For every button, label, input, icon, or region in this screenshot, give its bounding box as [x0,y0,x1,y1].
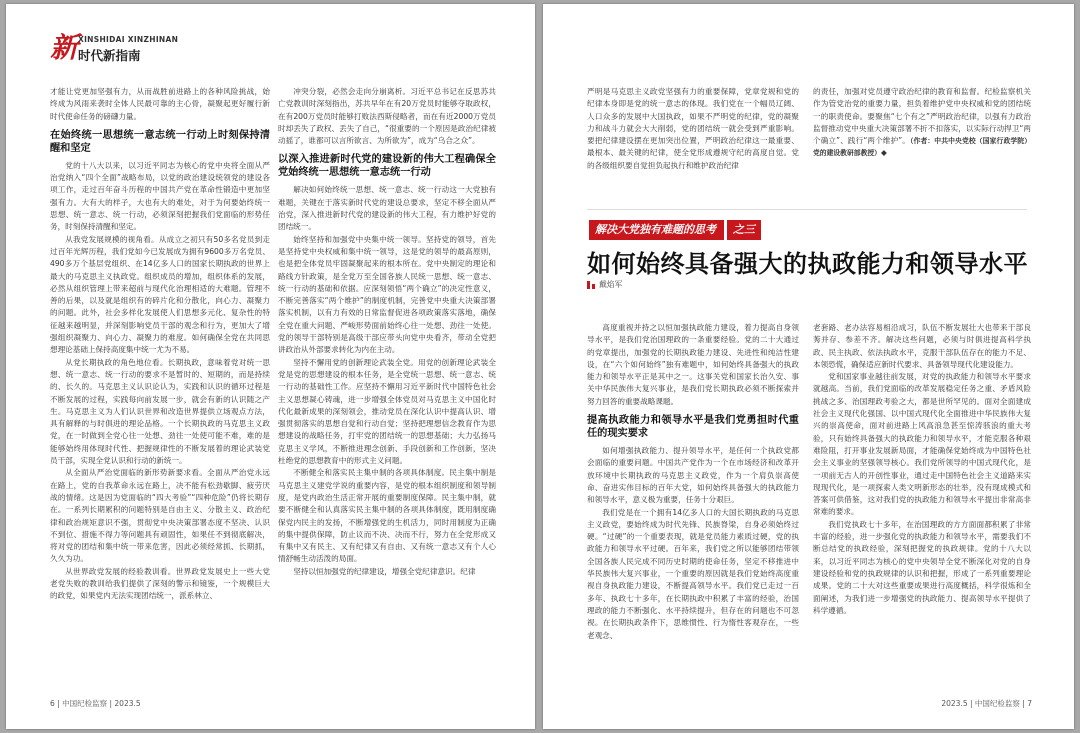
author-bar-icon [587,281,590,289]
logo-name: 时代新指南 [78,48,141,63]
logo-pinyin: XINSHIDAI XINZHINAN [78,35,179,44]
section-heading: 提高执政能力和领导水平是我们党勇担时代重任的现实要求 [587,415,799,440]
section-heading: 在始终统一思想统一意志统一行动上时刻保持清醒和坚定 [50,129,270,154]
series-label: 解决大党独有难题的思考 [589,220,724,240]
logo-mark: 新 [50,31,79,64]
divider [587,209,1027,210]
paragraph: 从世界政党发展的经验教训看。世界政党发展史上一些大党老党失败的教训给我们提供了深刻的警示和镜鉴，一个规模巨大的政党，如果党内无法实现团结统一，派系林立、 [50,566,270,601]
paragraph: 解决如何始终统一思想、统一意志、统一行动这一大党独有难题，关键在于落实新时代党的建设总要求，坚定不移全面从严治党，深入推进新时代党的建设新的伟大工程，有力维护好党的团结统一。 [278,185,496,232]
author-line [587,279,622,290]
magazine-name: 中国纪检监察 [974,699,1020,708]
end-mark: ◆ [880,148,887,158]
paragraph: 才能让党更加坚强有力，从而战胜前进路上的各种风险挑战，始终成为风雨来袭时全体人民最可靠的主心骨，凝聚起更好履行新时代使命任务的磅礴力量。 [50,87,270,121]
series-number: 之三 [727,220,761,240]
magazine-name: 中国纪检监察 [62,699,108,708]
paragraph: 党和国家事业越往前发展，对党的执政能力和领导水平要求就越高。当前，我们党面临的改革发展稳定任务之重、矛盾风险挑战之多、治国理政考验之大，都是世所罕见的。面对全面建成社会主义现代化强国、以中国式现代化全面推进中华民族伟大复兴的崇高使命，面对前进路上风高浪急甚至惊涛骇浪的重大考验，只有始终具备强大的执政能力和领导水平，才能克服各种艰难险阻，打开事业发展新局面，才能确保党始终成为中国特色社会主义事业的坚强领导核心。我们党所领导的中国式现代化，是一项前无古人的开创性事业，通过走中国特色社会主义道路来实现现代化，是一项探索人类文明新形态的壮举，没有现成模式和答案可供借鉴，这对我们党的执政能力和领导水平提出非常高非常难的要求。 [813,372,1031,517]
paragraph: 从全面从严治党面临的新形势新要求看。全面从严治党永远在路上，党的自我革命永远在路上，决不能有松劲歇脚、疲劳厌战的情绪。这是因为党面临的“四大考验”“四种危险”仍将长期存在。一系列长期累积的问题特别是自由主义、分散主义、政治纪律和政治规矩意识不强，贯彻党中央决策部署态度不坚决、认识不到位、措施不得力等问题具有顽固性，如果任不到彻底解决，将对党的团结和集中统一带来危害，因此必须经常抓、长期抓，久久为功。 [50,468,270,564]
paragraph: 我们党是在一个拥有14亿多人口的大国长期执政的马克思主义政党，要始终成为时代先锋、民族脊梁，自身必须始终过硬。“过硬”的一个重要表现，就是党员能力素质过硬，党的执政能力和领导水平过硬。百年来，我们党之所以能够团结带领全国各族人民完成不同历史时期的使命任务，坚定不移推进中华民族伟大复兴事业，一个重要的原因就是我们党始终高度重视自身执政能力建设，不断提高领导水平。我们党已走过一百多年、执政七十多年，在长期执政中积累了丰富的经验，治国理政的能力不断强化、水平持续提升，但存在的问题也不可忽视。在长期执政条件下，思维惯性、行为惰性客观存在，一些老观念、 [587,507,799,640]
paragraph: 坚持不懈用党的创新理论武装全党。用党的创新理论武装全党是党的思想建设的根本任务，是全党统一思想、统一意志、统一行动的基础性工作。应坚持不懈用习近平新时代中国特色社会主义思想凝心铸魂，进一步增强全体党员对马克思主义中国化时代化最新成果的深刻领会，推动党员在深化认识中提高认识、增强贯彻落实的思想自觉和行动自觉；坚持把理想信念教育作为思想建设的战略任务，打牢党的团结统一的思想基础；大力弘扬马克思主义学风，不断推进理念创新、手段创新和工作创新，坚决杜绝党的思想教育中的形式主义问题。 [278,357,496,466]
paragraph: 党的十八大以来，以习近平同志为核心的党中央将全面从严治党纳入“四个全面”战略布局，以党的政治建设统领党的建设各项工作，走过百年奋斗历程的中国共产党在革命性锻造中更加坚强有力。大有大的样子，大也有大的难处，对于为何要始终统一思想、统一意志、统一行动，必须深刻把握我们党面临的形势任务，时刻保持清醒和坚定。 [50,160,270,232]
paragraph-text: 的责任，加强对党员遵守政治纪律的教育和监督。纪检监察机关作为管党治党的重要力量，担负着维护党中央权威和党的团结统一的职责使命。要聚焦“七个有之”严明政治纪律，以强有力政治监督推动党中央重大决策部署不折不扣落实，以实际行动捍卫“两个确立”、践行“两个维护”。 [813,87,1031,146]
left-column-1 [50,86,270,691]
author-name: 戴焰军 [599,280,623,289]
paragraph: 严明是马克思主义政党坚强有力的重要保障，党章党规和党的纪律本身即是党的统一意志的体现。我们党在一个幅员辽阔、人口众多的发展中大国执政，如果不严明党的纪律，党的凝聚力和战斗力就会大大削弱，党的团结统一就会受到严重影响。要把纪律建设摆在更加突出位置，严明政治纪律这一最重要、最根本、最关键的纪律，使全党形成遵规守纪的高度自觉。党的各级组织要自觉担负起执行和维护政治纪律 [587,87,799,170]
author-signature: （作者：中共中央党校（国家行政学院）党的建设教研部教授） [813,137,1031,158]
issue-number: 2023.5 [941,699,968,708]
paragraph: 高度重视并持之以恒加强执政能力建设，着力提高自身领导水平，是我们党治国理政的一条重要经验。党的二十大通过的党章提出，加强党的长期执政能力建设、先进性和纯洁性建设，在“六个如何始终”独有难题中，如何始终具备强大的执政能力和领导水平正是其中之一。这事关党和国家长治久安、事关中华民族伟大复兴事业，是我们党长期执政必须不断探索并努力回答的重要战略课题。 [587,323,799,406]
page-number: 6 [50,699,55,708]
paragraph: 我们党执政七十多年，在治国理政的方方面面都积累了非常丰富的经验，进一步强化党的执政能力和领导水平，需要我们不断总结党的执政经验，深刻把握党的执政规律。党的十八大以来，以习近平同志为核心的党中央领导全党不断深化对党的自身建设经验和党的执政规律的认识和把握，形成了一系列重要理论成果。党的二十大对这些重要成果进行高度概括，科学很炼和全面阐述，为我们进一步增强党的执政能力、提高领导水平提供了科学遵循。 [813,519,1031,615]
paragraph: 坚持以恒加强党的纪律建设，增强全党纪律意识。纪律 [293,566,476,576]
paragraph: 从党长期执政的角色地位看。长期执政，意味着党对统一思想、统一意志、统一行动的要求不是暂时的、短期的，而是持续的、长久的。马克思主义认识论认为，实践和认识的循环过程是不断发展的过程，实践每向前发展一步，就会有新的认识随之产生。马克思主义为人们认识世界和改造世界提供立场观点方法，具有解释的与时俱进的理论品格。一个长期执政的马克思主义政党，在一时做到全党心往一处想、劲往一处使可能不难，难的是能够始终用体现时代性、把握规律性的不断发展着的理论武装党员干部，实现全党认识和行动的新统一。 [50,357,270,466]
page-footer: 2023.5 | 中国纪检监察 | 7 [941,699,1032,708]
series-banner [589,220,761,240]
paragraph: 不断健全和落实民主集中制的各项具体制度。民主集中制是马克思主义建党学说的重要内容，是党的根本组织制度和领导制度，是党内政治生活正常开展的重要制度保障。民主集中制，就要不断健全和认真落实民主集中制的各项具体制度，既用制度确保党内民主的发扬，不断增强党的生机活力，同时用制度为正确的集中提供保障，防止议而不决、决而不行，努力在全党形成又有集中又有民主、又有纪律又有自由、又有统一意志又有个人心情舒畅生动活泼的局面。 [278,468,496,564]
paragraph: 始终坚持和加强党中央集中统一领导。坚持党的领导，首先是坚持党中央权威和集中统一领导，这是党的领导的最高原则，也是把全体党员牢固凝聚起来的根本所在。党中央制定的理论和路线方针政策，是全党万至全国各族人民统一思想、统一意志、统一行动的基础和依据。应深刻领悟“两个确立”的决定性意义，不断完善落实“两个维护”的制度机制，完善党中央重大决策部署落实机制，以有力有效的日常监督促进各项政策落实落地，确保全党在重大问题、严峻形势面前始终心往一处想、劲往一处使。党的领导干部特别是高级干部应带头向党中央看齐，带动全党把讲政治从外部要求转化为内在主动。 [278,234,496,355]
paragraph: 如何增强执政能力、提升领导水平，是任何一个执政党都会面临的重要问题。中国共产党作为一个在市场经济和改革开放环境中长期执政的马克思主义政党，作为一个肩负崇高使命、奋进实伟目标的百年大党，如何始终具备强大的执政能力和领导水平，意义极为重要，任务十分艰巨。 [587,446,799,505]
left-column-2 [278,86,496,691]
left-page [6,4,535,729]
paragraph [813,86,1031,160]
page-footer: 6 | 中国纪检监察 | 2023.5 [50,699,141,708]
paragraph: 老套路、老办法容易相沿成习，队伍不断发展壮大也带来干部良莠并存、参差不齐。解决这些问题，必须与时俱进提高科学执政、民主执政、依法执政水平，克服干部队伍存在的能力不足、本领恐慌，确保适应新时代要求、具备领导现代化建设能力。 [813,323,1031,369]
right-column-1 [587,322,799,697]
right-column-2 [813,322,1031,697]
section-logo [50,32,180,66]
section-heading: 以深入推进新时代党的建设新的伟大工程确保全党始终统一思想统一意志统一行动 [278,154,496,179]
paragraph: 从我党发展规模的视角看。从成立之初只有50多名党员到走过百年光辉历程，我们党如今已发展成为拥有9600多万名党员、490多万个基层党组织、在14亿多人口的国家长期执政的世界上最大的马克思主义执政党。组织成员的增加，组织体系的发展，必然从组织管理上带来超前与现代化治理相适的大难题。管理不善的后果，以及就是组织有的碎片化和分散化，向心力、凝聚力的问题。此外，社会多样化发展使人们思想多元化、复杂性的特征越来越明显，并深刻影响党员干部的观念和行为，更加大了增强组织凝聚力、向心力、凝聚力的难度。如何确保全党在共同思想理论基础上保持高度集中统一尤为不易。 [50,234,270,355]
right-top-column-1 [587,86,799,206]
article-title: 如何始终具备强大的执政能力和领导水平 [587,250,1028,278]
paragraph: 冲突分裂，必然会走向分崩离析。习近平总书记在反思苏共亡党教训时深刻指出，苏共早年在有20万党员时能够夺取政权，在有200万党员时能够打败法西斯侵略者，而在有近2000万党员时却丢失了政权、丢失了自己，“很重要的一个原因是政治纪律被动摇了，谁都可以言所欲言、为所欲为”，成为“乌合之众”。 [278,87,496,146]
issue-number: 2023.5 [114,699,141,708]
author-bar-icon [592,284,595,289]
right-page [543,4,1074,729]
right-top-column-2 [813,86,1031,206]
page-number: 7 [1027,699,1032,708]
